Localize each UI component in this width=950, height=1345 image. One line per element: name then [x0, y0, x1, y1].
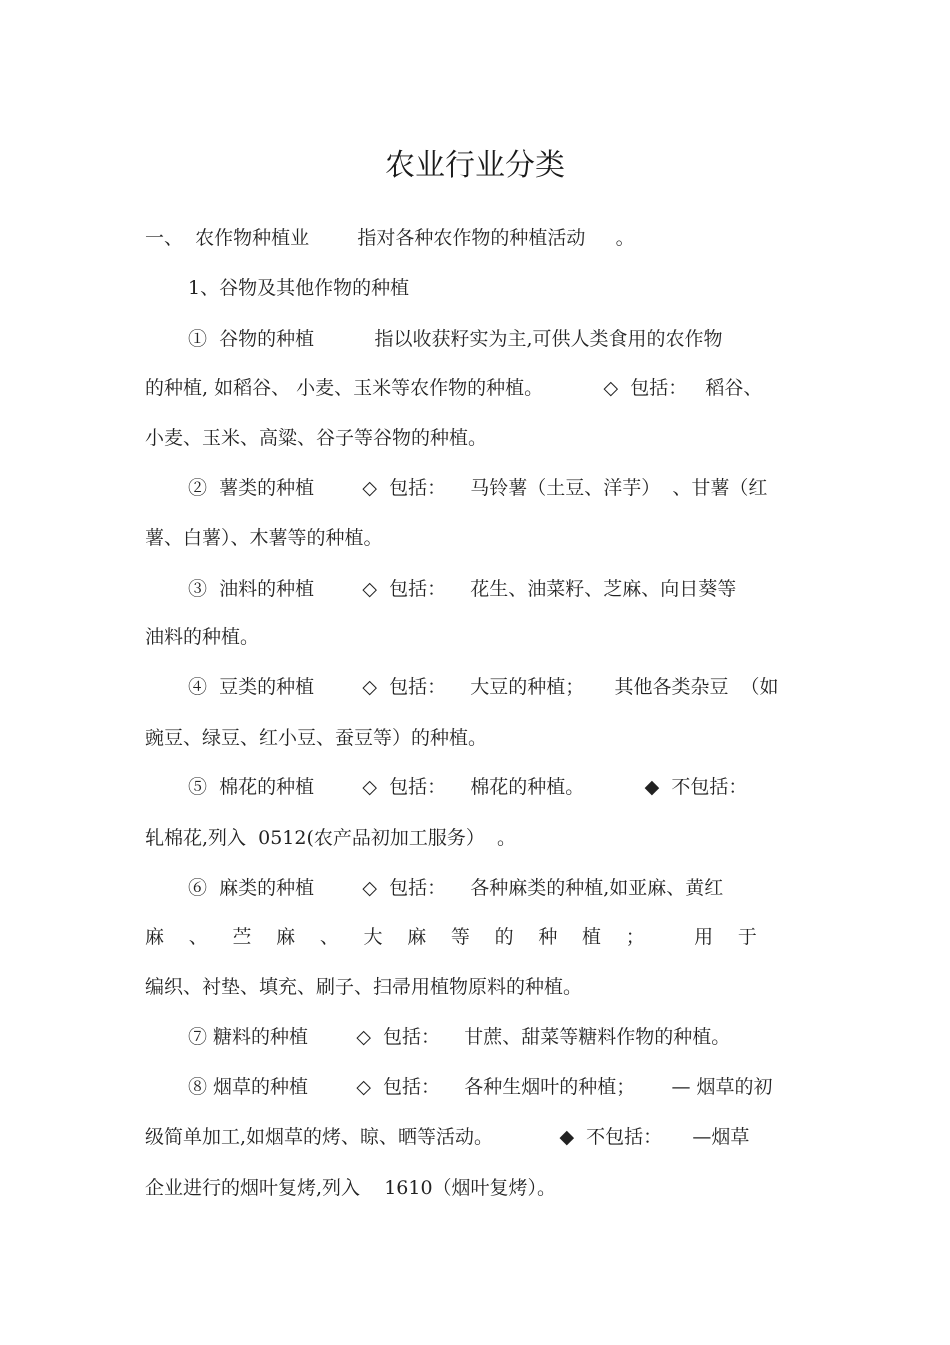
char: ； [625, 926, 645, 948]
item-6-line-3: 编织、衬垫、填充、刷子、扫帚用植物原料的种植。 [145, 976, 583, 998]
char: 麻 [145, 926, 165, 948]
char: 麻 [276, 926, 296, 948]
item-7-line-1: ⑦ 糖料的种植 ◇ 包括： 甘蔗、甜菜等糖料作物的种植。 [188, 1026, 731, 1048]
char: 苎 [232, 926, 252, 948]
char: 麻 [407, 926, 427, 948]
item-6-line-2 [145, 922, 757, 952]
item-2-line-2: 薯、白薯）、木薯等的种植。 [145, 527, 383, 549]
char: 、 [188, 926, 208, 948]
item-3-line-2: 油料的种植。 [145, 626, 260, 648]
item-5-line-1: ⑤ 棉花的种植 ◇ 包括： 棉花的种植。 ◆ 不包括： [188, 776, 748, 798]
item-1-line-3: 小麦、玉米、高粱、谷子等谷物的种植。 [145, 427, 488, 449]
item-4-line-1: ④ 豆类的种植 ◇ 包括： 大豆的种植； 其他各类杂豆 （如 [188, 676, 779, 698]
item-2-line-1: ② 薯类的种植 ◇ 包括： 马铃薯（土豆、洋芋） 、甘薯（红 [188, 477, 768, 499]
char: 种 [538, 926, 558, 948]
char: 大 [363, 926, 383, 948]
item-6-line-1: ⑥ 麻类的种植 ◇ 包括： 各种麻类的种植,如亚麻、黄红 [188, 877, 724, 899]
item-4-line-2: 豌豆、绿豆、红小豆、蚕豆等）的种植。 [145, 727, 488, 749]
item-8-line-3: 企业进行的烟叶复烤,列入 1610（烟叶复烤）。 [145, 1177, 557, 1199]
page-title: 农业行业分类 [385, 148, 565, 183]
item-3-line-1: ③ 油料的种植 ◇ 包括： 花生、油菜籽、芝麻、向日葵等 [188, 578, 737, 600]
item-1-line-2: 的种植, 如稻谷、 小麦、玉米等农作物的种植。 ◇ 包括： 稻谷、 [145, 377, 763, 399]
char: 等 [450, 926, 470, 948]
char: 于 [737, 926, 757, 948]
item-8-line-2: 级简单加工,如烟草的烤、晾、晒等活动。 ◆ 不包括： —烟草 [145, 1126, 750, 1148]
char: 植 [582, 926, 602, 948]
item-5-line-2: 轧棉花,列入 0512(农产品初加工服务） 。 [145, 827, 516, 849]
char: 的 [494, 926, 514, 948]
item-1-line-1: ① 谷物的种植 指以收获籽实为主,可供人类食用的农作物 [188, 328, 723, 350]
char: 、 [319, 926, 339, 948]
item-8-line-1: ⑧ 烟草的种植 ◇ 包括： 各种生烟叶的种植； — 烟草的初 [188, 1076, 773, 1098]
section-heading-1: 一、 农作物种植业 指对各种农作物的种植活动 。 [145, 227, 635, 249]
char: 用 [694, 926, 714, 948]
subsection-heading-1: 1、谷物及其他作物的种植 [188, 277, 410, 299]
